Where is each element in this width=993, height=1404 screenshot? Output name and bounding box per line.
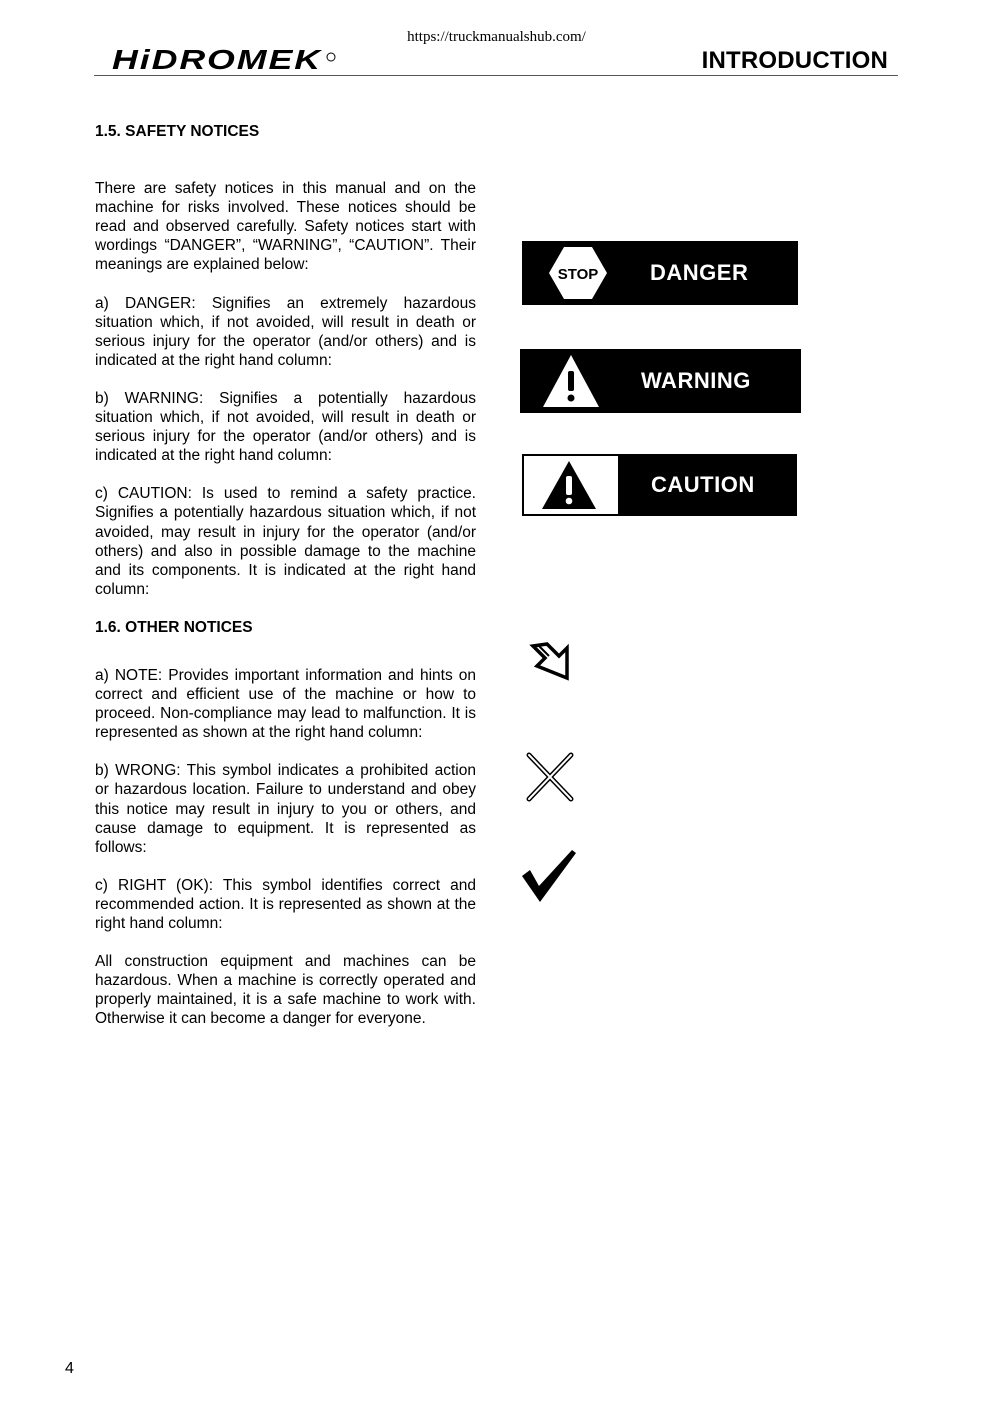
paragraph-final: All construction equipment and machines can be hazardous. When a machine is correctly operated and properly maintained, it is a safe machine to work with. Otherwise it can become a danger for everyone. <box>95 953 476 1028</box>
page-number: 4 <box>65 1360 74 1377</box>
caution-label: CAUTION <box>651 472 755 497</box>
svg-text:HiDROMEK: HiDROMEK <box>112 46 323 74</box>
caution-triangle-icon <box>540 459 598 511</box>
caution-sign <box>522 454 797 516</box>
source-url: https://truckmanualshub.com/ <box>407 29 586 45</box>
stop-octagon-icon <box>549 247 607 299</box>
right-check-icon <box>520 848 578 904</box>
heading-safety-notices: 1.5. SAFETY NOTICES <box>95 123 260 140</box>
paragraph-note: a) NOTE: Provides important information and hints on correct and efficient use of the machine or how to proceed. Non-compliance may lead to malfunction. It is represented as shown at the right hand column: <box>95 666 476 742</box>
paragraph-warning: b) WARNING: Signifies a potentially hazardous situation which, if not avoided, will result in death or serious injury for the operator (and/or others) and is indicated at the right hand column: <box>95 389 476 465</box>
warning-sign <box>520 349 801 413</box>
danger-sign <box>522 241 798 305</box>
hidromek-logo <box>112 46 337 74</box>
warning-label: WARNING <box>641 368 751 393</box>
warning-triangle-icon <box>541 353 601 409</box>
paragraph-wrong: b) WRONG: This symbol indicates a prohibited action or hazardous location. Failure to understand and obey this notice may result in injury to you or others, and cause damage to equipment. It is represented as follows: <box>95 762 476 856</box>
paragraph-danger: a) DANGER: Signifies an extremely hazardous situation which, if not avoided, will result in death or serious injury for the operator (and/or others) and is indicated at the right hand column: <box>95 294 476 369</box>
header-divider <box>94 75 898 76</box>
wrong-cross-icon <box>525 751 575 803</box>
heading-other-notices: 1.6. OTHER NOTICES <box>95 618 253 636</box>
paragraph-intro: There are safety notices in this manual and on the machine for risks involved. These notices should be read and observed carefully. Safety notices start with wordings “DANGER”, “WARNING”, “CAUTION”. Their meanings are explained below: <box>95 180 476 274</box>
stop-label: STOP <box>557 266 599 283</box>
paragraph-right: c) RIGHT (OK): This symbol identifies correct and recommended action. It is represented as shown at the right hand column: <box>95 876 476 932</box>
main-content <box>95 122 476 1028</box>
note-arrow-icon <box>527 638 573 682</box>
danger-label: DANGER <box>650 260 749 285</box>
section-title: INTRODUCTION <box>701 47 888 74</box>
paragraph-caution: c) CAUTION: Is used to remind a safety practice. Signifies a potentially hazardous situation which, if not avoided, may result in injury for the operator (and/or others) and also in possible damage to the machine and its components. It is indicated at the right hand column: <box>95 485 476 598</box>
